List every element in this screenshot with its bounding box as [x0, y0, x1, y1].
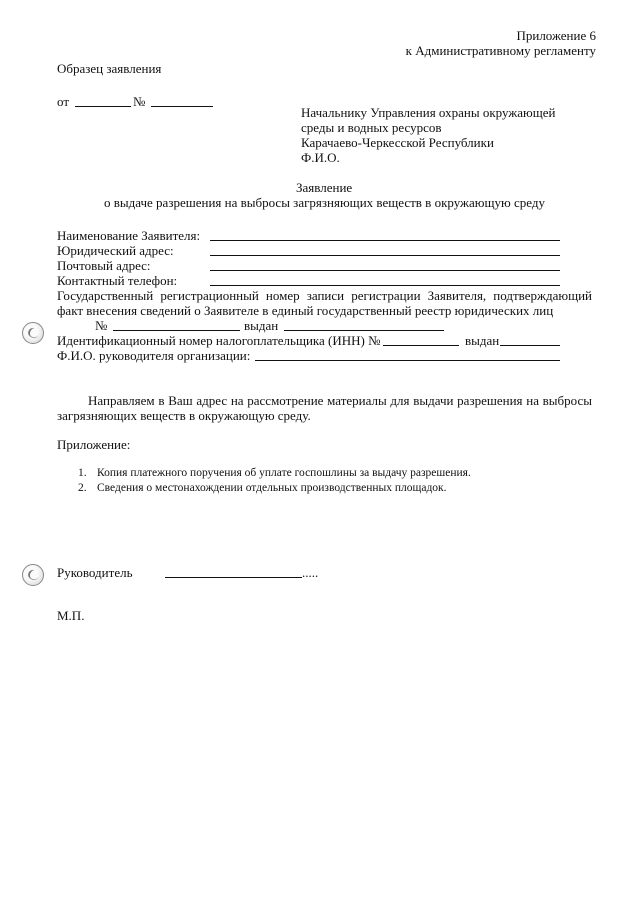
phone-label: Контактный телефон:: [57, 273, 178, 288]
attachment-1-text: Копия платежного поручения об уплате госпошлины за выдачу разрешения.: [97, 467, 471, 479]
inn-issued-label: выдан: [465, 333, 500, 348]
registration-number-sign: №: [95, 318, 108, 333]
addressee-line-4: Ф.И.О.: [301, 150, 340, 165]
attachment-1-number: 1.: [78, 467, 87, 479]
applicant-name-field[interactable]: [210, 240, 560, 241]
inn-issued-field[interactable]: [500, 345, 560, 346]
head-fio-label: Ф.И.О. руководителя организации:: [57, 348, 251, 363]
legal-address-field[interactable]: [210, 255, 560, 256]
number-label: №: [133, 94, 146, 109]
postal-address-label: Почтовый адрес:: [57, 258, 151, 273]
attachment-2-text: Сведения о местонахождении отдельных производственных площадок.: [97, 482, 447, 494]
inn-label: Идентификационный номер налогоплательщика (ИНН) №: [57, 333, 381, 348]
addressee-line-2: среды и водных ресурсов: [301, 120, 442, 135]
date-field[interactable]: [75, 106, 131, 107]
registration-number-field[interactable]: [113, 330, 240, 331]
punch-hole-top: [22, 322, 44, 344]
appendix-number: Приложение 6: [516, 28, 596, 43]
stamp-label: М.П.: [57, 608, 85, 623]
attachments-label: Приложение:: [57, 437, 131, 452]
registration-issued-field[interactable]: [284, 330, 444, 331]
registration-text-line-2: факт внесения сведений о Заявителе в единый государственный реестр юридических лиц: [57, 303, 554, 318]
registration-issued-label: выдан: [244, 318, 279, 333]
body-line-1: Направляем в Ваш адрес на рассмотрение материалы для выдачи разрешения на выбросы: [88, 393, 592, 408]
statement-title: Заявление: [296, 180, 353, 195]
registration-text-line-1: Государственный регистрационный номер записи регистрации Заявителя, подтверждающий: [57, 288, 592, 303]
inn-field[interactable]: [383, 345, 459, 346]
regulation-reference: к Административному регламенту: [405, 43, 596, 58]
applicant-name-label: Наименование Заявителя:: [57, 228, 201, 243]
postal-address-field[interactable]: [210, 270, 560, 271]
attachment-2-number: 2.: [78, 482, 87, 494]
signature-field[interactable]: [165, 577, 302, 578]
sample-title: Образец заявления: [57, 61, 162, 76]
number-field[interactable]: [151, 106, 213, 107]
signature-dots: .....: [302, 565, 319, 580]
from-label: от: [57, 94, 70, 109]
phone-field[interactable]: [210, 285, 560, 286]
head-fio-field[interactable]: [255, 360, 560, 361]
addressee-line-1: Начальнику Управления охраны окружающей: [301, 105, 556, 120]
statement-subtitle: о выдаче разрешения на выбросы загрязняющих веществ в окружающую среду: [104, 195, 545, 210]
legal-address-label: Юридический адрес:: [57, 243, 174, 258]
body-line-2: загрязняющих веществ в окружающую среду.: [57, 408, 311, 423]
signature-label: Руководитель: [57, 565, 133, 580]
addressee-line-3: Карачаево-Черкесской Республики: [301, 135, 494, 150]
punch-hole-bottom: [22, 564, 44, 586]
